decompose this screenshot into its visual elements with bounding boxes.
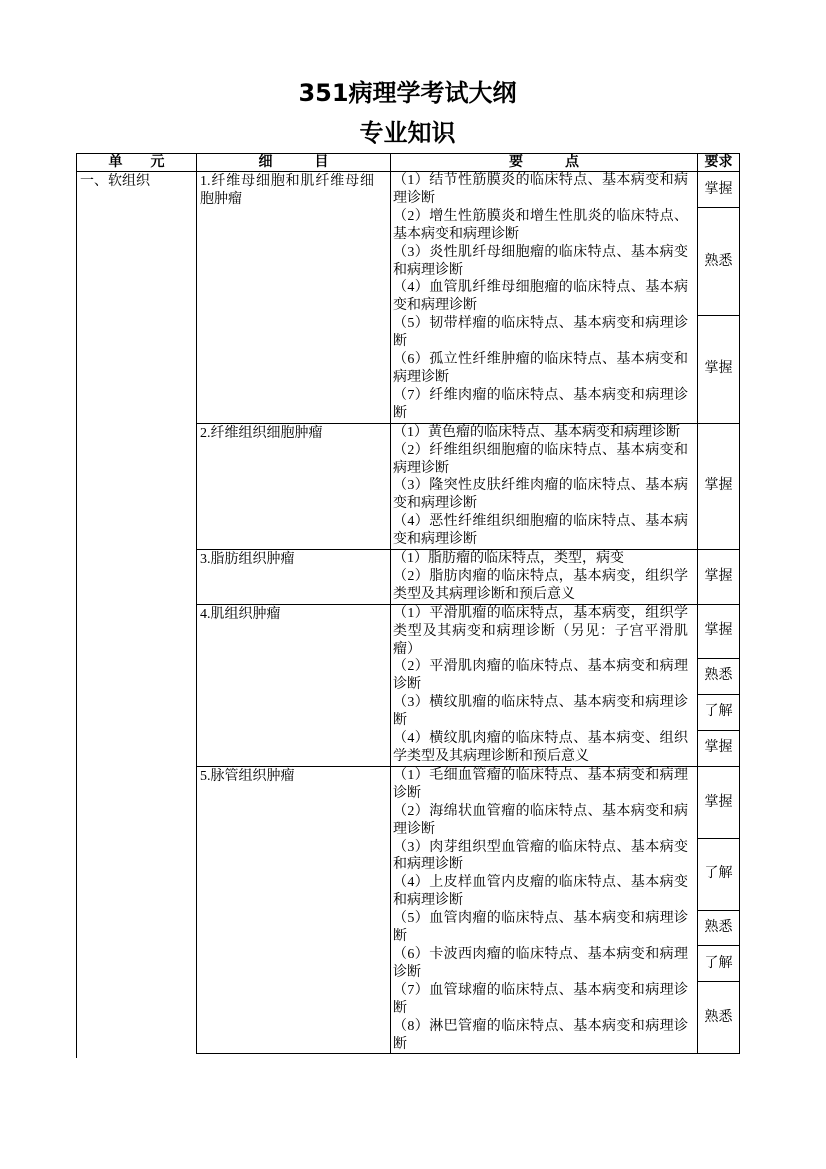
header-requirement: 要求 [698,154,740,172]
points-cell [391,423,698,549]
point-text: （8）淋巴管瘤的临床特点、基本病变和病理诊断 [393,1018,688,1052]
point-text: （3）炎性肌纤母细胞瘤的临床特点、基本病变和病理诊断 [393,244,688,278]
requirement-cell: 了解 [698,839,740,911]
requirement-cell: 了解 [698,946,740,982]
points-cell [391,982,698,1054]
requirement-cell: 熟悉 [698,658,740,694]
point-text: （3）横纹肌瘤的临床特点、基本病变和病理诊断 [393,695,688,729]
page-subtitle: 专业知识 [359,119,456,147]
item-cell: 1.纤维母细胞和肌纤维母细胞肿瘤 [197,172,391,424]
requirement-cell: 掌握 [698,172,740,208]
item-cell: 5.脉管组织肿瘤 [197,766,391,1054]
point-text: （4）恶性纤维组织细胞瘤的临床特点、基本病变和病理诊断 [393,514,688,548]
item-cell: 3.脂肪组织肿瘤 [197,550,391,605]
table-row [77,172,740,208]
point-text: （1）毛细血管瘤的临床特点、基本病变和病理诊断 [393,767,688,801]
point-text: （4）血管肌纤维母细胞瘤的临床特点、基本病变和病理诊断 [393,280,688,314]
point-text: （2）平滑肌肉瘤的临床特点、基本病变和病理诊断 [393,659,688,693]
requirement-cell: 掌握 [698,766,740,838]
points-cell [391,839,698,911]
points-cell [391,208,698,315]
point-text: （1）平滑肌瘤的临床特点，基本病变，组织学类型及其病变和病理诊断（另见：子宫平滑肌瘤） [393,605,688,657]
point-text: （6）孤立性纤维肿瘤的临床特点、基本病变和病理诊断 [393,352,688,385]
syllabus-table-container [76,153,739,1058]
point-text: （7）纤维肉瘤的临床特点、基本病变和病理诊断 [393,387,688,421]
point-text: （4）横纹肌肉瘤的临床特点、基本病变、组织学类型及其病理诊断和预后意义 [393,731,688,764]
item-cell: 2.纤维组织细胞肿瘤 [197,423,391,549]
point-text: （1）黄色瘤的临床特点、基本病变和病理诊断 [393,424,680,440]
requirement-cell: 熟悉 [698,910,740,946]
header-item: 细 目 [197,154,391,172]
unit-column-continuation-line [76,1054,77,1058]
requirement-cell: 掌握 [698,730,740,766]
points-cell [391,694,698,730]
syllabus-table [76,153,740,1054]
requirement-cell: 熟悉 [698,982,740,1054]
item-cell: 4.肌组织肿瘤 [197,604,391,766]
points-cell [391,910,698,946]
point-text: （1）结节性筋膜炎的临床特点、基本病变和病理诊断 [393,173,688,206]
point-text: （3）肉芽组织型血管瘤的临床特点、基本病变和病理诊断 [393,839,688,873]
points-cell [391,315,698,423]
points-cell [391,730,698,766]
requirement-cell: 熟悉 [698,208,740,315]
requirement-cell: 掌握 [698,423,740,549]
requirement-cell: 掌握 [698,315,740,423]
points-cell [391,766,698,838]
header-unit: 单 元 [77,154,197,172]
point-text: （3）隆突性皮肤纤维肉瘤的临床特点、基本病变和病理诊断 [393,478,688,512]
requirement-cell: 了解 [698,694,740,730]
point-text: （6）卡波西肉瘤的临床特点、基本病变和病理诊断 [393,946,688,980]
requirement-cell: 掌握 [698,550,740,605]
header-points: 要 点 [391,154,698,172]
point-text: （2）纤维组织细胞瘤的临床特点、基本病变和病理诊断 [393,442,688,476]
point-text: （2）海绵状血管瘤的临床特点、基本病变和病理诊断 [393,803,688,837]
points-cell [391,658,698,694]
page-title: 351病理学考试大纲 [298,79,517,107]
points-cell [391,946,698,982]
point-text: （2）脂肪肉瘤的临床特点，基本病变，组织学类型及其病理诊断和预后意义 [393,568,688,602]
header-row [77,154,740,172]
point-text: （5）韧带样瘤的临床特点、基本病变和病理诊断 [393,316,688,350]
point-text: （7）血管球瘤的临床特点、基本病变和病理诊断 [393,982,688,1016]
unit-cell: 一、软组织 [77,172,197,1054]
point-text: （4）上皮样血管内皮瘤的临床特点、基本病变和病理诊断 [393,875,688,909]
points-cell [391,172,698,208]
points-cell [391,550,698,605]
points-cell [391,604,698,658]
point-text: （1）脂肪瘤的临床特点，类型，病变 [393,551,624,567]
requirement-cell: 掌握 [698,604,740,658]
point-text: （2）增生性筋膜炎和增生性肌炎的临床特点、基本病变和病理诊断 [393,208,688,242]
point-text: （5）血管肉瘤的临床特点、基本病变和病理诊断 [393,911,688,945]
